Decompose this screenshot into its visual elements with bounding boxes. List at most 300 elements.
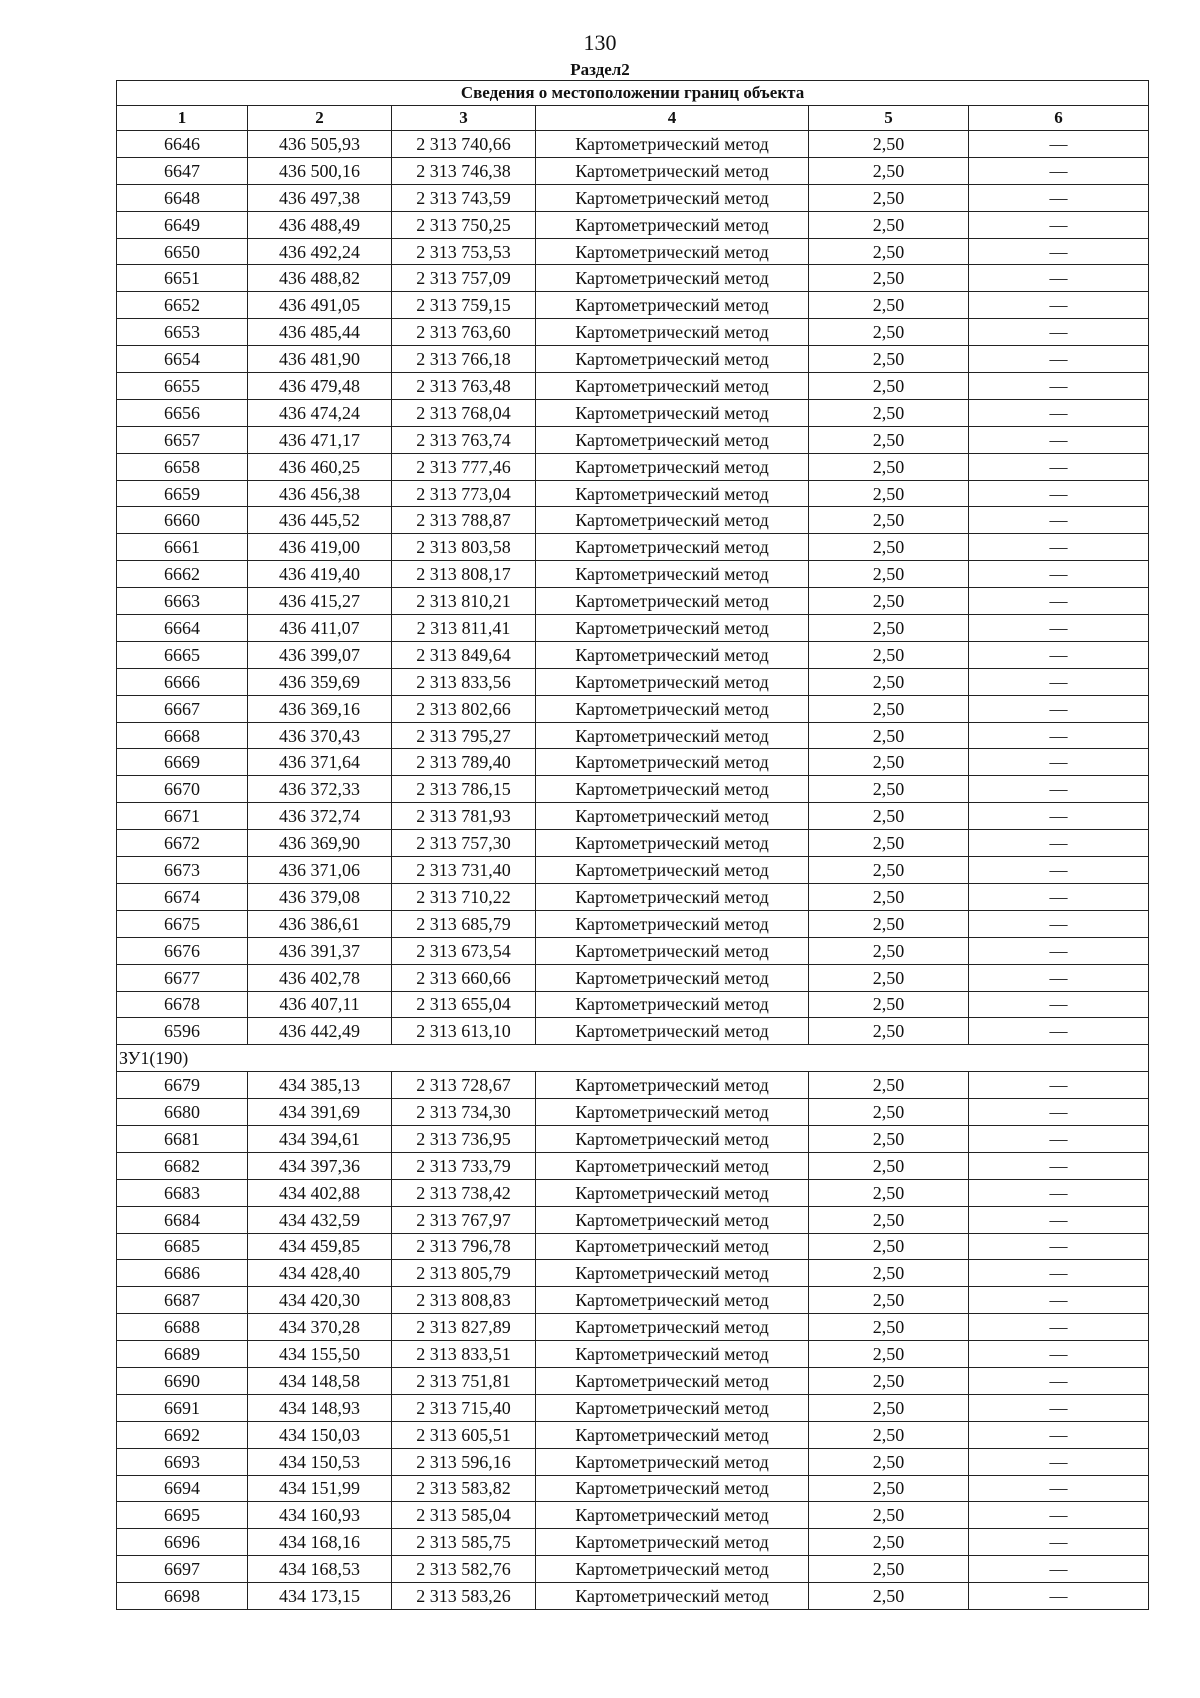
method-cell: Картометрический метод (536, 1099, 809, 1126)
x-coordinate-cell: 436 370,43 (248, 722, 392, 749)
method-cell: Картометрический метод (536, 1367, 809, 1394)
description-cell: — (969, 991, 1149, 1018)
precision-cell: 2,50 (809, 1125, 969, 1152)
method-cell: Картометрический метод (536, 346, 809, 373)
method-cell: Картометрический метод (536, 1556, 809, 1583)
table-row (117, 1367, 1149, 1394)
x-coordinate-cell: 436 407,11 (248, 991, 392, 1018)
method-cell: Картометрический метод (536, 1502, 809, 1529)
method-cell: Картометрический метод (536, 1314, 809, 1341)
method-cell: Картометрический метод (536, 749, 809, 776)
table-row (117, 157, 1149, 184)
y-coordinate-cell: 2 313 613,10 (392, 1018, 536, 1045)
precision-cell: 2,50 (809, 1287, 969, 1314)
x-coordinate-cell: 436 491,05 (248, 292, 392, 319)
method-cell: Картометрический метод (536, 857, 809, 884)
point-number-cell: 6658 (117, 453, 248, 480)
table-row (117, 1233, 1149, 1260)
description-cell: — (969, 184, 1149, 211)
y-coordinate-cell: 2 313 738,42 (392, 1179, 536, 1206)
precision-cell: 2,50 (809, 507, 969, 534)
table-row (117, 883, 1149, 910)
table-row (117, 1556, 1149, 1583)
table-row (117, 238, 1149, 265)
y-coordinate-cell: 2 313 759,15 (392, 292, 536, 319)
table-caption: Сведения о местоположении границ объекта (117, 81, 1149, 106)
point-number-cell: 6654 (117, 346, 248, 373)
point-number-cell: 6659 (117, 480, 248, 507)
y-coordinate-cell: 2 313 796,78 (392, 1233, 536, 1260)
point-number-cell: 6649 (117, 211, 248, 238)
precision-cell: 2,50 (809, 615, 969, 642)
description-cell: — (969, 238, 1149, 265)
y-coordinate-cell: 2 313 746,38 (392, 157, 536, 184)
description-cell: — (969, 1072, 1149, 1099)
description-cell: — (969, 803, 1149, 830)
description-cell: — (969, 1206, 1149, 1233)
table-row (117, 1583, 1149, 1610)
point-number-cell: 6656 (117, 399, 248, 426)
method-cell: Картометрический метод (536, 937, 809, 964)
x-coordinate-cell: 434 155,50 (248, 1341, 392, 1368)
description-cell: — (969, 157, 1149, 184)
x-coordinate-cell: 436 402,78 (248, 964, 392, 991)
description-cell: — (969, 695, 1149, 722)
description-cell: — (969, 1367, 1149, 1394)
point-number-cell: 6655 (117, 373, 248, 400)
precision-cell: 2,50 (809, 399, 969, 426)
table-row (117, 910, 1149, 937)
x-coordinate-cell: 436 371,06 (248, 857, 392, 884)
y-coordinate-cell: 2 313 585,75 (392, 1529, 536, 1556)
point-number-cell: 6650 (117, 238, 248, 265)
y-coordinate-cell: 2 313 763,74 (392, 426, 536, 453)
column-header-row (117, 106, 1149, 131)
y-coordinate-cell: 2 313 766,18 (392, 346, 536, 373)
page-number: 130 (583, 30, 617, 55)
method-cell: Картометрический метод (536, 1421, 809, 1448)
point-number-cell: 6691 (117, 1394, 248, 1421)
y-coordinate-cell: 2 313 805,79 (392, 1260, 536, 1287)
description-cell: — (969, 373, 1149, 400)
point-number-cell: 6676 (117, 937, 248, 964)
x-coordinate-cell: 436 474,24 (248, 399, 392, 426)
precision-cell: 2,50 (809, 641, 969, 668)
precision-cell: 2,50 (809, 1421, 969, 1448)
description-cell: — (969, 453, 1149, 480)
precision-cell: 2,50 (809, 1448, 969, 1475)
method-cell: Картометрический метод (536, 1394, 809, 1421)
y-coordinate-cell: 2 313 736,95 (392, 1125, 536, 1152)
y-coordinate-cell: 2 313 740,66 (392, 131, 536, 158)
y-coordinate-cell: 2 313 751,81 (392, 1367, 536, 1394)
table-row (117, 480, 1149, 507)
table-row (117, 184, 1149, 211)
description-cell: — (969, 319, 1149, 346)
column-header-5: 5 (809, 106, 969, 131)
description-cell: — (969, 1421, 1149, 1448)
x-coordinate-cell: 434 173,15 (248, 1583, 392, 1610)
precision-cell: 2,50 (809, 883, 969, 910)
method-cell: Картометрический метод (536, 1260, 809, 1287)
table-row (117, 1072, 1149, 1099)
table-row (117, 803, 1149, 830)
method-cell: Картометрический метод (536, 883, 809, 910)
table-row (117, 426, 1149, 453)
y-coordinate-cell: 2 313 795,27 (392, 722, 536, 749)
method-cell: Картометрический метод (536, 319, 809, 346)
precision-cell: 2,50 (809, 1099, 969, 1126)
precision-cell: 2,50 (809, 1072, 969, 1099)
table-row (117, 668, 1149, 695)
description-cell: — (969, 615, 1149, 642)
point-number-cell: 6668 (117, 722, 248, 749)
table-row (117, 588, 1149, 615)
description-cell: — (969, 265, 1149, 292)
table-row (117, 1341, 1149, 1368)
method-cell: Картометрический метод (536, 641, 809, 668)
precision-cell: 2,50 (809, 668, 969, 695)
point-number-cell: 6660 (117, 507, 248, 534)
y-coordinate-cell: 2 313 808,83 (392, 1287, 536, 1314)
table-row (117, 561, 1149, 588)
description-cell: — (969, 588, 1149, 615)
precision-cell: 2,50 (809, 749, 969, 776)
precision-cell: 2,50 (809, 1475, 969, 1502)
point-number-cell: 6669 (117, 749, 248, 776)
y-coordinate-cell: 2 313 763,48 (392, 373, 536, 400)
x-coordinate-cell: 434 168,16 (248, 1529, 392, 1556)
precision-cell: 2,50 (809, 346, 969, 373)
x-coordinate-cell: 436 359,69 (248, 668, 392, 695)
table-row (117, 1529, 1149, 1556)
point-number-cell: 6662 (117, 561, 248, 588)
table-caption-row (117, 81, 1149, 106)
y-coordinate-cell: 2 313 582,76 (392, 1556, 536, 1583)
point-number-cell: 6596 (117, 1018, 248, 1045)
y-coordinate-cell: 2 313 757,30 (392, 830, 536, 857)
description-cell: — (969, 1233, 1149, 1260)
y-coordinate-cell: 2 313 605,51 (392, 1421, 536, 1448)
method-cell: Картометрический метод (536, 131, 809, 158)
method-cell: Картометрический метод (536, 588, 809, 615)
table-row (117, 1502, 1149, 1529)
x-coordinate-cell: 436 369,16 (248, 695, 392, 722)
y-coordinate-cell: 2 313 731,40 (392, 857, 536, 884)
x-coordinate-cell: 436 488,82 (248, 265, 392, 292)
method-cell: Картометрический метод (536, 615, 809, 642)
method-cell: Картометрический метод (536, 1206, 809, 1233)
precision-cell: 2,50 (809, 373, 969, 400)
parcel-group-label: ЗУ1(190) (117, 1045, 1149, 1072)
x-coordinate-cell: 436 481,90 (248, 346, 392, 373)
description-cell: — (969, 131, 1149, 158)
y-coordinate-cell: 2 313 585,04 (392, 1502, 536, 1529)
method-cell: Картометрический метод (536, 399, 809, 426)
method-cell: Картометрический метод (536, 561, 809, 588)
description-cell: — (969, 1179, 1149, 1206)
table-row (117, 292, 1149, 319)
table-row (117, 399, 1149, 426)
x-coordinate-cell: 436 369,90 (248, 830, 392, 857)
x-coordinate-cell: 436 456,38 (248, 480, 392, 507)
precision-cell: 2,50 (809, 453, 969, 480)
table-row (117, 1314, 1149, 1341)
point-number-cell: 6688 (117, 1314, 248, 1341)
y-coordinate-cell: 2 313 767,97 (392, 1206, 536, 1233)
point-number-cell: 6675 (117, 910, 248, 937)
precision-cell: 2,50 (809, 1583, 969, 1610)
point-number-cell: 6696 (117, 1529, 248, 1556)
x-coordinate-cell: 436 419,40 (248, 561, 392, 588)
point-number-cell: 6653 (117, 319, 248, 346)
x-coordinate-cell: 436 411,07 (248, 615, 392, 642)
table-row (117, 1448, 1149, 1475)
x-coordinate-cell: 434 402,88 (248, 1179, 392, 1206)
method-cell: Картометрический метод (536, 964, 809, 991)
description-cell: — (969, 1475, 1149, 1502)
point-number-cell: 6694 (117, 1475, 248, 1502)
table-row (117, 749, 1149, 776)
x-coordinate-cell: 436 442,49 (248, 1018, 392, 1045)
point-number-cell: 6647 (117, 157, 248, 184)
description-cell: — (969, 1529, 1149, 1556)
description-cell: — (969, 668, 1149, 695)
x-coordinate-cell: 436 379,08 (248, 883, 392, 910)
precision-cell: 2,50 (809, 1018, 969, 1045)
precision-cell: 2,50 (809, 588, 969, 615)
method-cell: Картометрический метод (536, 1583, 809, 1610)
y-coordinate-cell: 2 313 583,26 (392, 1583, 536, 1610)
table-row (117, 507, 1149, 534)
description-cell: — (969, 776, 1149, 803)
y-coordinate-cell: 2 313 802,66 (392, 695, 536, 722)
description-cell: — (969, 1583, 1149, 1610)
x-coordinate-cell: 436 497,38 (248, 184, 392, 211)
method-cell: Картометрический метод (536, 507, 809, 534)
method-cell: Картометрический метод (536, 373, 809, 400)
point-number-cell: 6648 (117, 184, 248, 211)
point-number-cell: 6693 (117, 1448, 248, 1475)
precision-cell: 2,50 (809, 1260, 969, 1287)
precision-cell: 2,50 (809, 1233, 969, 1260)
table-row (117, 1206, 1149, 1233)
table-row (117, 857, 1149, 884)
column-header-1: 1 (117, 106, 248, 131)
table-row (117, 1421, 1149, 1448)
description-cell: — (969, 1448, 1149, 1475)
precision-cell: 2,50 (809, 561, 969, 588)
table-row (117, 937, 1149, 964)
table-row (117, 131, 1149, 158)
table-row (117, 1125, 1149, 1152)
precision-cell: 2,50 (809, 1394, 969, 1421)
point-number-cell: 6685 (117, 1233, 248, 1260)
y-coordinate-cell: 2 313 781,93 (392, 803, 536, 830)
description-cell: — (969, 507, 1149, 534)
x-coordinate-cell: 434 150,53 (248, 1448, 392, 1475)
precision-cell: 2,50 (809, 292, 969, 319)
method-cell: Картометрический метод (536, 776, 809, 803)
table-row (117, 1152, 1149, 1179)
point-number-cell: 6663 (117, 588, 248, 615)
y-coordinate-cell: 2 313 808,17 (392, 561, 536, 588)
y-coordinate-cell: 2 313 768,04 (392, 399, 536, 426)
point-number-cell: 6672 (117, 830, 248, 857)
x-coordinate-cell: 436 500,16 (248, 157, 392, 184)
point-number-cell: 6689 (117, 1341, 248, 1368)
precision-cell: 2,50 (809, 830, 969, 857)
method-cell: Картометрический метод (536, 453, 809, 480)
x-coordinate-cell: 436 371,64 (248, 749, 392, 776)
description-cell: — (969, 1287, 1149, 1314)
description-cell: — (969, 1125, 1149, 1152)
description-cell: — (969, 346, 1149, 373)
x-coordinate-cell: 436 372,74 (248, 803, 392, 830)
x-coordinate-cell: 436 505,93 (248, 131, 392, 158)
point-number-cell: 6686 (117, 1260, 248, 1287)
y-coordinate-cell: 2 313 833,51 (392, 1341, 536, 1368)
precision-cell: 2,50 (809, 1341, 969, 1368)
point-number-cell: 6690 (117, 1367, 248, 1394)
y-coordinate-cell: 2 313 655,04 (392, 991, 536, 1018)
table-row (117, 722, 1149, 749)
x-coordinate-cell: 436 485,44 (248, 319, 392, 346)
table-row (117, 1179, 1149, 1206)
x-coordinate-cell: 434 151,99 (248, 1475, 392, 1502)
precision-cell: 2,50 (809, 1314, 969, 1341)
method-cell: Картометрический метод (536, 534, 809, 561)
x-coordinate-cell: 436 386,61 (248, 910, 392, 937)
method-cell: Картометрический метод (536, 695, 809, 722)
point-number-cell: 6679 (117, 1072, 248, 1099)
description-cell: — (969, 561, 1149, 588)
method-cell: Картометрический метод (536, 1529, 809, 1556)
precision-cell: 2,50 (809, 937, 969, 964)
point-number-cell: 6665 (117, 641, 248, 668)
method-cell: Картометрический метод (536, 1287, 809, 1314)
x-coordinate-cell: 434 459,85 (248, 1233, 392, 1260)
y-coordinate-cell: 2 313 786,15 (392, 776, 536, 803)
y-coordinate-cell: 2 313 728,67 (392, 1072, 536, 1099)
description-cell: — (969, 1502, 1149, 1529)
x-coordinate-cell: 434 150,03 (248, 1421, 392, 1448)
description-cell: — (969, 399, 1149, 426)
y-coordinate-cell: 2 313 753,53 (392, 238, 536, 265)
precision-cell: 2,50 (809, 964, 969, 991)
method-cell: Картометрический метод (536, 1233, 809, 1260)
precision-cell: 2,50 (809, 1206, 969, 1233)
point-number-cell: 6664 (117, 615, 248, 642)
table-row (117, 346, 1149, 373)
method-cell: Картометрический метод (536, 157, 809, 184)
description-cell: — (969, 857, 1149, 884)
precision-cell: 2,50 (809, 211, 969, 238)
x-coordinate-cell: 434 148,93 (248, 1394, 392, 1421)
y-coordinate-cell: 2 313 743,59 (392, 184, 536, 211)
x-coordinate-cell: 436 488,49 (248, 211, 392, 238)
description-cell: — (969, 534, 1149, 561)
x-coordinate-cell: 434 160,93 (248, 1502, 392, 1529)
table-row (117, 453, 1149, 480)
column-header-2: 2 (248, 106, 392, 131)
point-number-cell: 6651 (117, 265, 248, 292)
point-number-cell: 6673 (117, 857, 248, 884)
precision-cell: 2,50 (809, 1502, 969, 1529)
table-row (117, 319, 1149, 346)
description-cell: — (969, 937, 1149, 964)
point-number-cell: 6687 (117, 1287, 248, 1314)
x-coordinate-cell: 434 420,30 (248, 1287, 392, 1314)
method-cell: Картометрический метод (536, 1018, 809, 1045)
y-coordinate-cell: 2 313 849,64 (392, 641, 536, 668)
precision-cell: 2,50 (809, 265, 969, 292)
y-coordinate-cell: 2 313 773,04 (392, 480, 536, 507)
point-number-cell: 6695 (117, 1502, 248, 1529)
y-coordinate-cell: 2 313 789,40 (392, 749, 536, 776)
precision-cell: 2,50 (809, 1367, 969, 1394)
table-row (117, 1099, 1149, 1126)
method-cell: Картометрический метод (536, 211, 809, 238)
x-coordinate-cell: 434 148,58 (248, 1367, 392, 1394)
method-cell: Картометрический метод (536, 480, 809, 507)
precision-cell: 2,50 (809, 1179, 969, 1206)
precision-cell: 2,50 (809, 991, 969, 1018)
method-cell: Картометрический метод (536, 265, 809, 292)
table-row (117, 1394, 1149, 1421)
precision-cell: 2,50 (809, 695, 969, 722)
precision-cell: 2,50 (809, 184, 969, 211)
y-coordinate-cell: 2 313 583,82 (392, 1475, 536, 1502)
method-cell: Картометрический метод (536, 1448, 809, 1475)
description-cell: — (969, 749, 1149, 776)
method-cell: Картометрический метод (536, 722, 809, 749)
x-coordinate-cell: 434 394,61 (248, 1125, 392, 1152)
x-coordinate-cell: 434 397,36 (248, 1152, 392, 1179)
point-number-cell: 6683 (117, 1179, 248, 1206)
x-coordinate-cell: 434 168,53 (248, 1556, 392, 1583)
point-number-cell: 6697 (117, 1556, 248, 1583)
precision-cell: 2,50 (809, 157, 969, 184)
precision-cell: 2,50 (809, 534, 969, 561)
description-cell: — (969, 480, 1149, 507)
precision-cell: 2,50 (809, 1152, 969, 1179)
precision-cell: 2,50 (809, 803, 969, 830)
precision-cell: 2,50 (809, 319, 969, 346)
column-header-3: 3 (392, 106, 536, 131)
x-coordinate-cell: 436 419,00 (248, 534, 392, 561)
table-row (117, 1475, 1149, 1502)
y-coordinate-cell: 2 313 757,09 (392, 265, 536, 292)
description-cell: — (969, 641, 1149, 668)
y-coordinate-cell: 2 313 810,21 (392, 588, 536, 615)
section-title: Раздел2 (570, 60, 630, 79)
description-cell: — (969, 910, 1149, 937)
method-cell: Картометрический метод (536, 1475, 809, 1502)
method-cell: Картометрический метод (536, 1341, 809, 1368)
table-row (117, 830, 1149, 857)
y-coordinate-cell: 2 313 710,22 (392, 883, 536, 910)
method-cell: Картометрический метод (536, 238, 809, 265)
point-number-cell: 6677 (117, 964, 248, 991)
table-row (117, 373, 1149, 400)
description-cell: — (969, 1018, 1149, 1045)
point-number-cell: 6671 (117, 803, 248, 830)
point-number-cell: 6661 (117, 534, 248, 561)
table-row (117, 991, 1149, 1018)
point-number-cell: 6678 (117, 991, 248, 1018)
column-header-4: 4 (536, 106, 809, 131)
